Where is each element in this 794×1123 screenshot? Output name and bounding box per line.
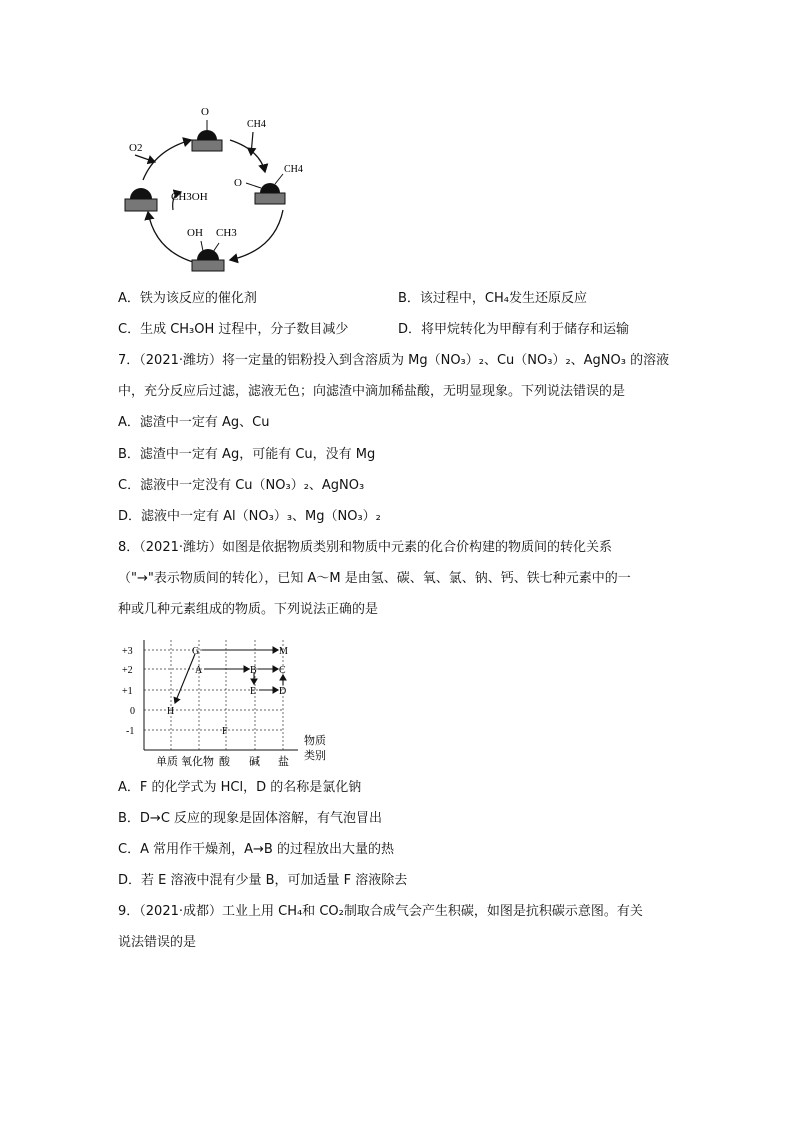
q8-option-d: D．若 E 溶液中混有少量 B，可加适量 F 溶液除去	[118, 873, 408, 888]
label-ch3oh: CH3OH	[171, 191, 208, 203]
x-label-element: 单质	[156, 755, 178, 768]
point-e: E	[250, 686, 257, 697]
label-oh: OH	[187, 227, 203, 239]
y-tick-minus1: -1	[126, 726, 135, 737]
x-label-base: 碱	[249, 755, 260, 768]
point-f: F	[222, 726, 228, 737]
q7-stem-line1: 7．（2021·潍坊）将一定量的铝粉投入到含溶质为 Mg（NO₃）₂、Cu（NO₃）₂、AgNO₃ 的溶液	[118, 353, 670, 368]
q6-option-b: B．该过程中，CH₄发生还原反应	[398, 291, 587, 306]
valence-category-chart	[118, 638, 338, 770]
y-tick-plus2: +2	[122, 665, 133, 676]
y-tick-plus1: +1	[122, 686, 133, 697]
point-m: M	[279, 646, 288, 657]
q7-option-c: C．滤液中一定没有 Cu（NO₃）₂、AgNO₃	[118, 478, 365, 493]
label-o2: O2	[129, 142, 143, 154]
label-ch3: CH3	[216, 227, 237, 239]
label-ch4-right: CH4	[284, 164, 303, 175]
q9-stem-line2: 说法错误的是	[118, 935, 197, 950]
cycle-arc-right-bottom	[230, 210, 283, 260]
o2-in-arrow	[135, 155, 155, 162]
point-g: G	[192, 646, 200, 657]
q6-option-a: A．铁为该反应的催化剂	[118, 291, 257, 306]
x-label-acid: 酸	[219, 755, 230, 768]
q8-stem-line2: （"→"表示物质间的转化），已知 A～M 是由氢、碳、氧、氯、钠、钙、铁七种元素中的一	[118, 571, 631, 586]
x-axis-title-line1: 物质	[304, 734, 326, 747]
x-axis-title-line2: 类别	[304, 749, 326, 762]
q7-stem-line2: 中，充分反应后过滤，滤液无色；向滤渣中滴加稀盐酸，无明显现象。下列说法错误的是	[118, 384, 626, 399]
q8-stem-line1: 8．（2021·潍坊）如图是依据物质类别和物质中元素的化合价构建的物质间的转化关系	[118, 540, 612, 555]
point-d: D	[279, 686, 287, 697]
q7-option-b: B．滤渣中一定有 Ag，可能有 Cu，没有 Mg	[118, 447, 376, 462]
y-tick-zero: 0	[130, 706, 135, 717]
q8-option-a: A．F 的化学式为 HCl，D 的名称是氯化钠	[118, 780, 362, 795]
point-b: B	[250, 665, 257, 676]
q8-option-c: C．A 常用作干燥剂，A→B 的过程放出大量的热	[118, 842, 394, 857]
q7-option-d: D．滤液中一定有 Al（NO₃）₃、Mg（NO₃）₂	[118, 509, 381, 524]
cycle-arc-top-right	[230, 140, 265, 172]
catalyst-site-bottom	[192, 241, 224, 271]
label-o-right: O	[234, 177, 242, 189]
catalyst-site-left	[125, 188, 157, 211]
catalyst-site-right	[246, 174, 285, 204]
q6-option-c: C．生成 CH₃OH 过程中，分子数目减少	[118, 322, 349, 337]
point-c: C	[279, 665, 286, 676]
label-o-top: O	[201, 106, 209, 118]
label-ch4-in: CH4	[247, 119, 266, 130]
q8-stem-line3: 种或几种元素组成的物质。下列说法正确的是	[118, 602, 379, 617]
y-tick-plus3: +3	[122, 646, 133, 657]
q8-option-b: B．D→C 反应的现象是固体溶解，有气泡冒出	[118, 811, 383, 826]
x-label-oxide: 氧化物	[181, 755, 214, 768]
q7-option-a: A．滤渣中一定有 Ag、Cu	[118, 415, 270, 430]
arrow-g-to-h	[175, 654, 195, 703]
x-label-salt: 盐	[278, 755, 289, 768]
catalyst-site-top	[192, 120, 222, 151]
q6-option-d: D．将甲烷转化为甲醇有利于储存和运输	[398, 322, 630, 337]
catalytic-cycle-diagram	[115, 100, 315, 280]
point-a: A	[195, 665, 203, 676]
q9-stem-line1: 9．（2021·成都）工业上用 CH₄和 CO₂制取合成气会产生积碳，如图是抗积碳示意图。有关	[118, 904, 643, 919]
point-h: H	[167, 706, 175, 717]
